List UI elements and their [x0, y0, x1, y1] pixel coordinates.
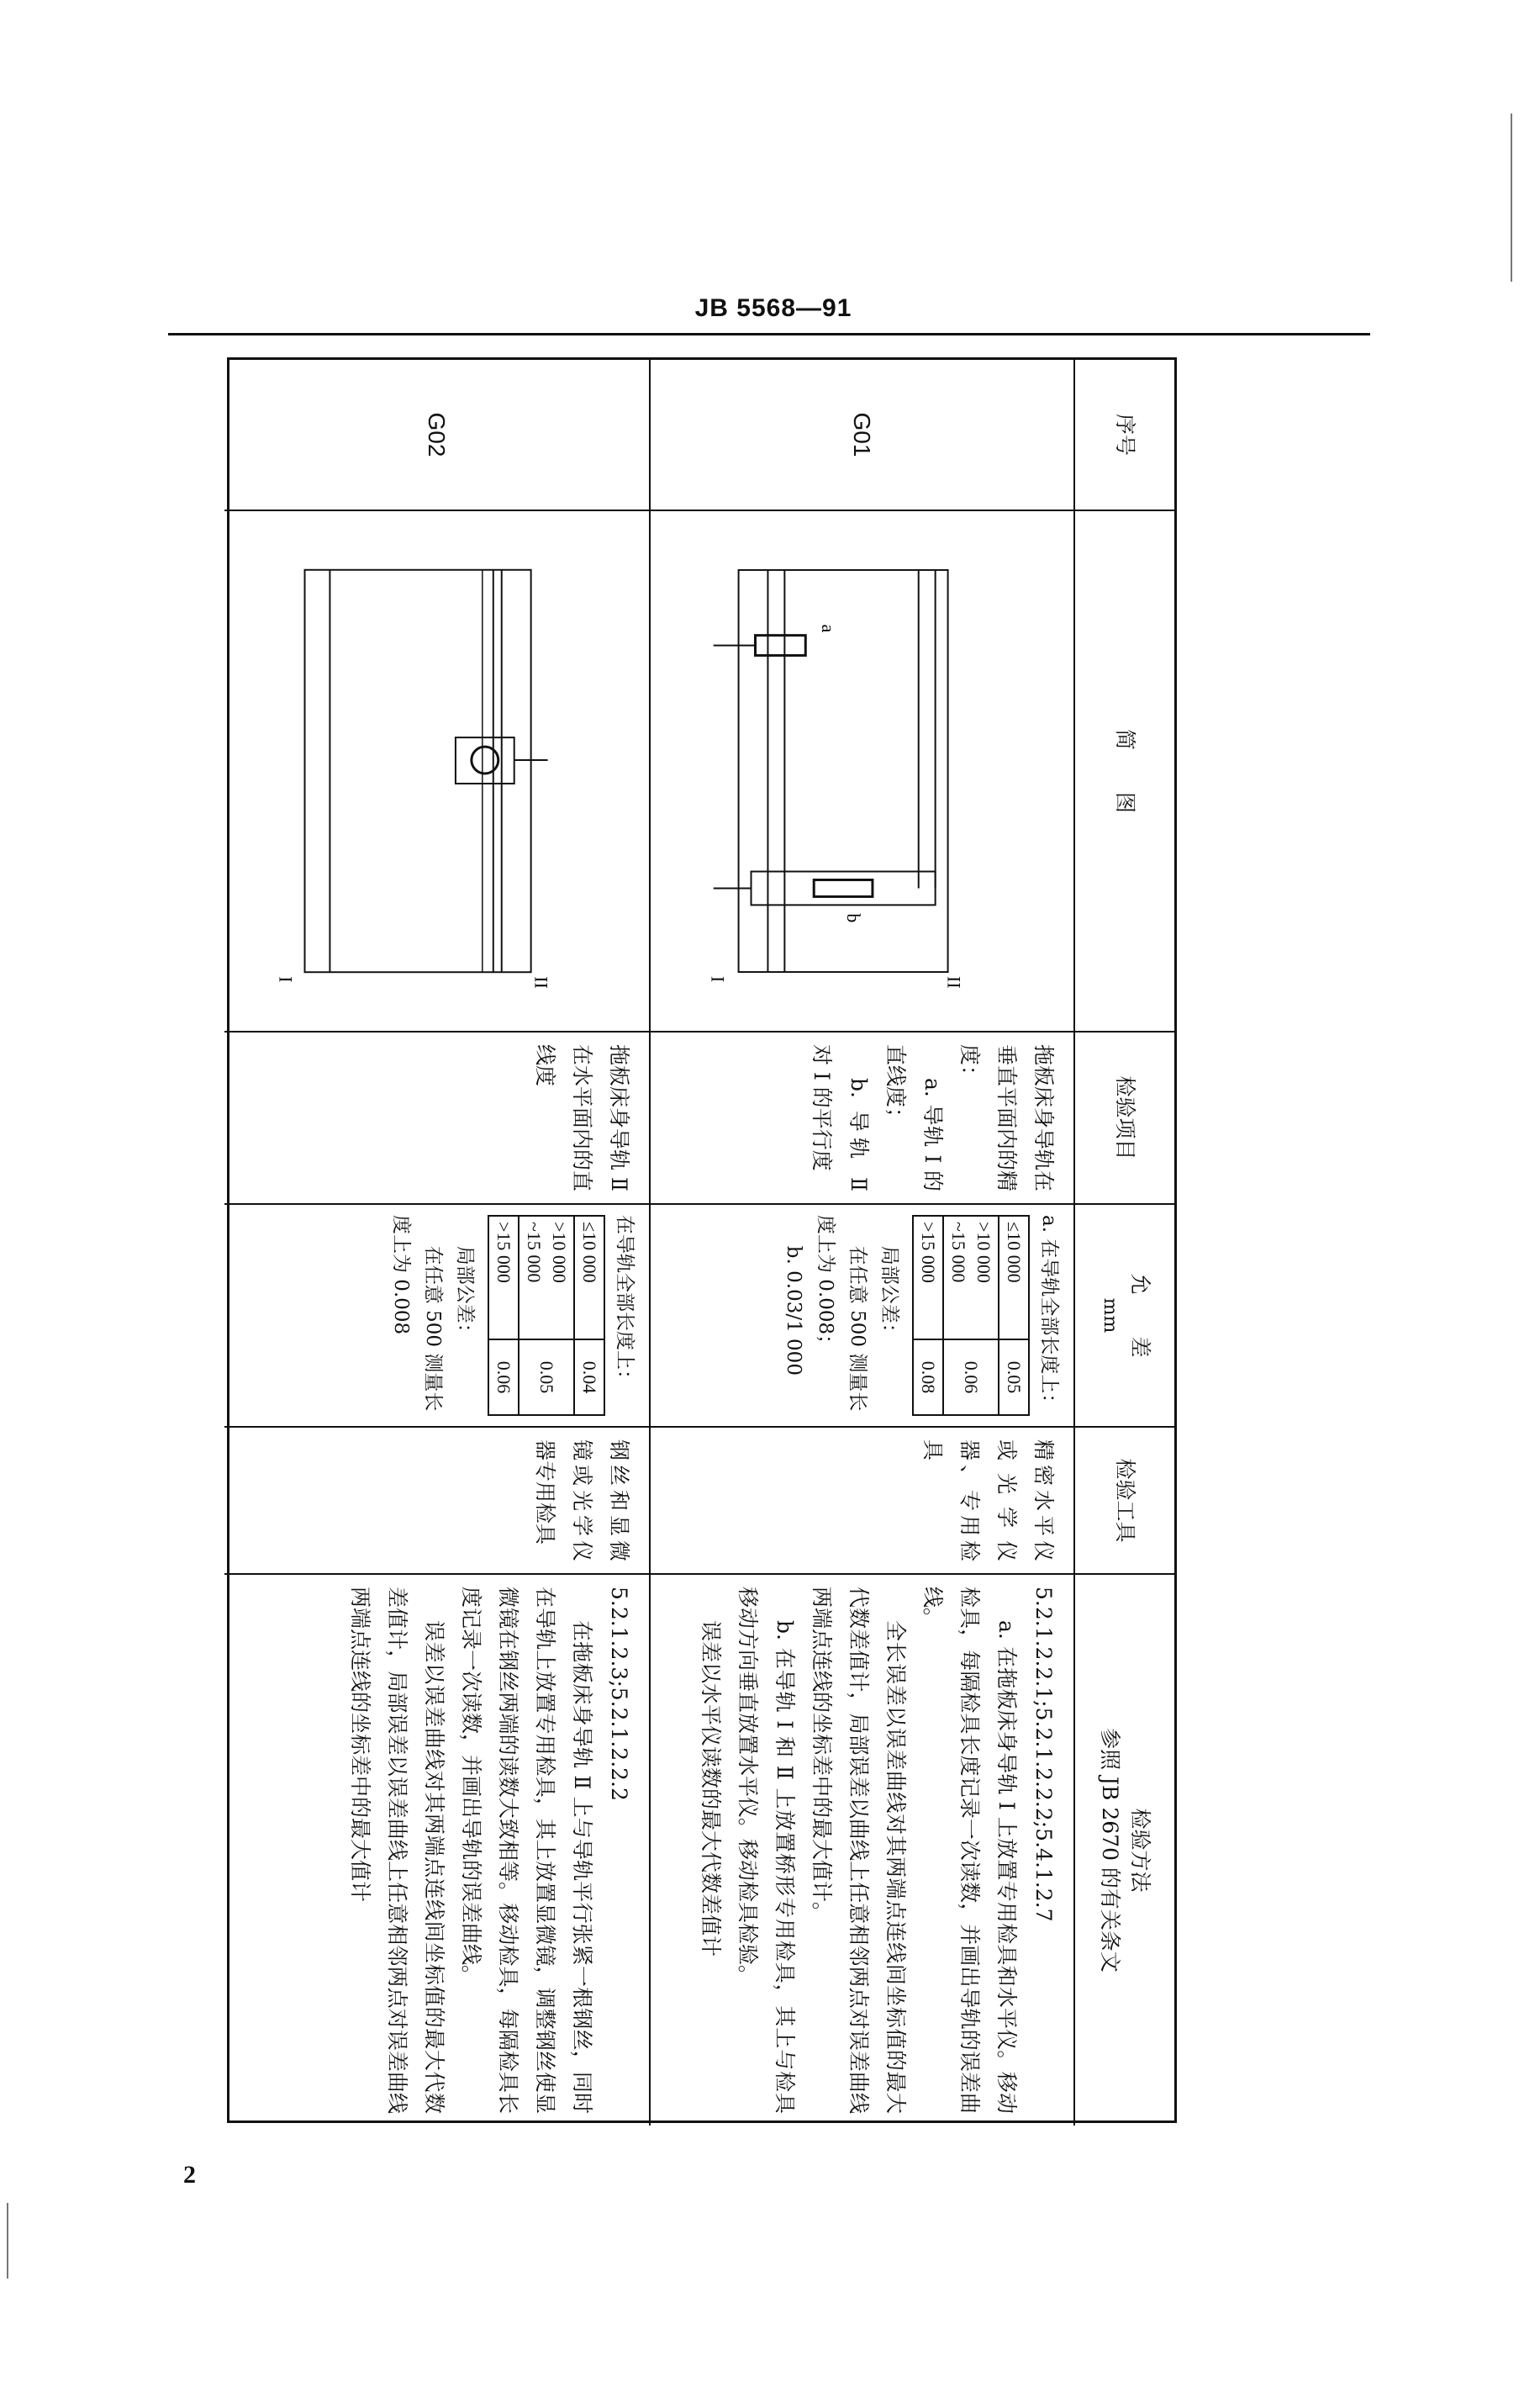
row-g01-item — [649, 1032, 1073, 1205]
g02-method-2: 误差以误差曲线对其两端点连线间坐标值的最大代数差值计，局部误差以误差曲线上任意相邻两点对误差曲线两端点连线的坐标差中的最大值计 — [348, 1587, 446, 2114]
g01-item-title: 拖板床身导轨在垂直平面内的精度： — [957, 1044, 1056, 1192]
g02-tol-value: 0.06 — [488, 1339, 519, 1415]
g02-label-rail-1: I — [275, 976, 297, 983]
inspection-table — [227, 357, 1177, 2123]
row-g01-method — [649, 1575, 1073, 2126]
g02-tol-intro: 在导轨全部长度上： — [614, 1215, 636, 1389]
g02-tol-local-text: 在任意 500 测量长度上为 0.008 — [390, 1215, 444, 1412]
g02-label-rail-2: II — [530, 976, 552, 989]
g02-tol-value: 0.04 — [574, 1339, 604, 1415]
g01-sketch — [651, 511, 1073, 1031]
header-seq: 序号 — [1073, 360, 1174, 511]
header-tools: 检验工具 — [1073, 1428, 1174, 1575]
g01-level-a — [756, 636, 806, 656]
g01-tol-local-label: 局部公差： — [878, 1245, 900, 1343]
g01-method-b: b. 在导轨 I 和 Ⅱ 上放置桥形专用检具，其上与检具移动方向垂直放置水平仪。移动检具检验。 — [736, 1587, 797, 2114]
g02-microscope — [472, 747, 498, 774]
margin-mark-top-right — [1511, 114, 1512, 282]
row-g01-seq: G01 — [649, 360, 1073, 511]
g01-item-a: a. 导轨 I 的直线度； — [883, 1044, 945, 1191]
g01-method-a2: 全长误差以误差曲线对其两端点连线间坐标值的最大代数差值计，局部误差以曲线上任意相邻两点对误差曲线两端点连线的坐标差中的最大值计。 — [810, 1587, 908, 2114]
g02-tol-range: >15 000 — [488, 1216, 519, 1339]
header-tolerance — [1073, 1205, 1174, 1428]
table-row — [913, 1216, 943, 1415]
g01-item-b: b. 导轨 Ⅱ 对 I 的平行度 — [810, 1044, 871, 1191]
g01-tol-value: 0.05 — [999, 1339, 1029, 1415]
g01-tol-value: 0.06 — [943, 1339, 999, 1415]
g01-level-b — [814, 879, 873, 896]
header-rule — [168, 333, 1370, 335]
g02-tol-range: ≤10 000 — [574, 1216, 604, 1339]
table-row — [943, 1216, 999, 1415]
row-g02-diagram — [224, 511, 649, 1032]
g01-label-a: a — [818, 624, 840, 633]
g01-bridge-gauge — [752, 872, 936, 906]
standard-code: JB 5568—91 — [694, 294, 852, 322]
g01-tol-local-text: 在任意 500 测量长度上为 0.008； — [815, 1215, 868, 1412]
g02-sketch — [224, 511, 649, 1031]
table-row — [488, 1216, 519, 1415]
row-g02-item: 拖板床身导轨 Ⅱ 在水平面内的直线度 — [224, 1032, 649, 1205]
row-g01-tools: 精密水平仪或光学仪器、专用检具 — [649, 1428, 1073, 1575]
g01-tol-value: 0.08 — [913, 1339, 943, 1415]
g01-bed-outline — [739, 570, 948, 972]
g02-method-ref: 5.2.1.2.3;5.2.1.2.2.2 — [607, 1587, 631, 1801]
g01-method-ref: 5.2.1.2.2.1;5.2.1.2.2.2;5.4.1.2.7 — [1031, 1587, 1056, 1922]
margin-mark-left — [7, 2203, 8, 2279]
g01-tol-b: b. 0.03/1 000 — [783, 1245, 804, 1376]
row-g02-tolerance — [224, 1205, 649, 1428]
g02-tol-value: 0.05 — [519, 1339, 574, 1415]
g02-tol-local-label: 局部公差： — [454, 1245, 476, 1343]
row-g01-diagram — [649, 511, 1073, 1032]
table-row — [519, 1216, 574, 1415]
g02-tol-table — [488, 1215, 605, 1416]
g02-bed-outline — [305, 570, 531, 972]
header-method-sub: 参照 JB 2670 的有关条文 — [1098, 1728, 1122, 1973]
g02-gauge — [456, 737, 514, 784]
g01-tol-range: >10 000 ~15 000 — [943, 1216, 999, 1339]
g01-tol-range: >15 000 — [913, 1216, 943, 1339]
row-g01-tolerance — [649, 1205, 1073, 1428]
row-g02-seq: G02 — [224, 360, 649, 511]
g02-method-1: 在拖板床身导轨 Ⅱ 上与导轨平行张紧一根钢丝，同时在导轨上放置专用检具，其上放置显微镜，调整钢丝使显微镜在钢丝两端的读数大致相等。移动检具，每隔检具长度记录一次读数，并画出导轨的误差曲线。 — [459, 1587, 594, 2114]
g02-tol-range: >10 000 ~15 000 — [519, 1216, 574, 1339]
table-row — [574, 1216, 604, 1415]
g01-label-b: b — [843, 913, 865, 923]
header-method — [1073, 1575, 1174, 2126]
header-item: 检验项目 — [1073, 1032, 1174, 1205]
header-method-title: 检验方法 — [1128, 1808, 1152, 1893]
g01-method-a: a. 在拖板床身导轨 I 上放置专用检具和水平仪。移动检具，每隔检具长度记录一次读数，并画出导轨的误差曲线。 — [920, 1587, 1019, 2114]
header-diagram: 简 图 — [1073, 511, 1174, 1032]
row-g02-method — [224, 1575, 649, 2126]
table-row — [999, 1216, 1029, 1415]
g01-tol-table — [912, 1215, 1030, 1416]
g01-method-b2: 误差以水平仪读数的最大代数差值计 — [699, 1620, 723, 1957]
page-number: 2 — [183, 2161, 196, 2189]
header-tolerance-unit: mm — [1100, 1297, 1121, 1334]
g01-label-rail-1: I — [707, 976, 729, 983]
g01-tol-intro: a. 在导轨全部长度上： — [1038, 1215, 1060, 1413]
g01-label-rail-2: II — [943, 976, 965, 989]
row-g02-tools: 钢丝和显微镜或光学仪器专用检具 — [224, 1428, 649, 1575]
header-tolerance-title: 允 差 — [1128, 1273, 1152, 1358]
g01-tol-range: ≤10 000 — [999, 1216, 1029, 1339]
